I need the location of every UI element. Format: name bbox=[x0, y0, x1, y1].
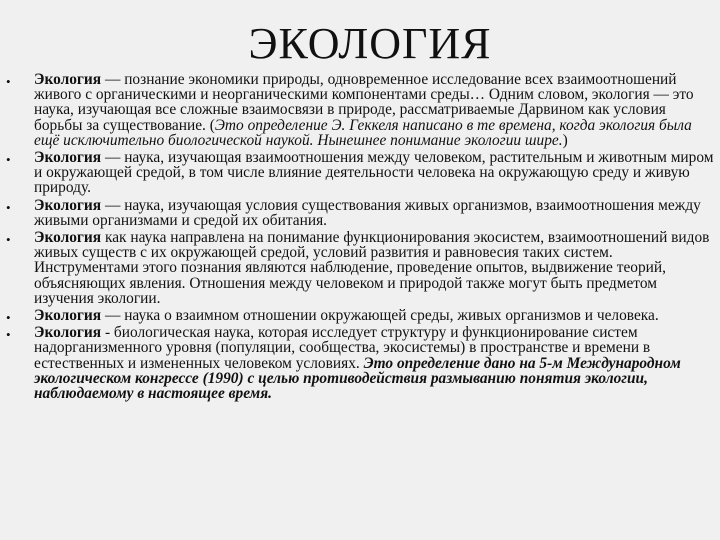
definition-list bbox=[6, 72, 716, 403]
list-item bbox=[6, 307, 716, 326]
slide-title: ЭКОЛОГИЯ bbox=[248, 19, 492, 68]
definition-text: — наука о взаимном отношении окружающей среды, живых организмов и человека. bbox=[101, 307, 659, 325]
item-text bbox=[32, 308, 716, 323]
definition-text: — наука, изучающая взаимоотношения между человеком, растительным и животным миром и окружающей средой, в том числе влияние деятельности человека на окружающую среду и живую природу. bbox=[34, 149, 714, 197]
item-text bbox=[32, 325, 716, 401]
list-item bbox=[6, 150, 716, 196]
item-text bbox=[32, 198, 716, 228]
item-text bbox=[32, 150, 716, 196]
term: Экология bbox=[34, 196, 102, 214]
term: Экология bbox=[34, 307, 102, 325]
list-item bbox=[6, 72, 716, 148]
definition-text: ) bbox=[562, 131, 568, 149]
bullet-icon: • bbox=[6, 74, 11, 89]
note-text: Это определение дано на 5-м Международном экологическом конгрессе (1990) с целью противодействия размыванию понятия экологии, наблюдаемому в настоящее время. bbox=[34, 354, 681, 403]
bullet-icon: • bbox=[6, 232, 11, 248]
definition-text: как наука направлена на понимание функционирования экосистем, взаимоотношений видов живых существ с их окружающей средой, условий развития и равновесия таких систем. Инструментами этого познания являются наблюдение, проведение опытов, выдвижение теорий, объясняющих явления. Отношения между человеком и природой также могут быть предметом изучения экологии. bbox=[34, 229, 710, 307]
term: Экология bbox=[34, 324, 102, 342]
definition-text: — познание экономики природы, одновременное исследование всех взаимоотношений живого с органическими и неорганическими компонентами среды… Одним словом, экология — это наука, изучающая все сложные взаимосвязи в природе, рассматриваемые Дарвином как условия борьбы за существование. ( bbox=[34, 71, 694, 134]
bullet-icon: • bbox=[6, 310, 11, 326]
bullet-icon: • bbox=[6, 152, 11, 168]
term: Экология bbox=[34, 229, 102, 247]
definition-text: - биологическая наука, которая исследует структуру и функционирование систем надорганизменного уровня (популяции, сообщества, экосистемы) в пространстве и времени в естественных и измененных человеком условиях. bbox=[34, 324, 651, 372]
bullet-icon: • bbox=[6, 199, 11, 215]
item-text bbox=[32, 230, 716, 306]
term: Экология bbox=[34, 149, 102, 167]
list-item bbox=[6, 198, 716, 228]
definition-text: — наука, изучающая условия существования живых организмов, взаимоотношения между живыми организмами и средой их обитания. bbox=[34, 196, 701, 229]
term: Экология bbox=[34, 71, 102, 88]
note-text: Это определение Э. Геккеля написано в те времена, когда экология была ещё исключительно биологической наукой. Нынешнее понимание экологии шире. bbox=[34, 116, 692, 149]
list-item bbox=[6, 230, 716, 306]
list-item bbox=[6, 325, 716, 401]
item-text bbox=[32, 72, 716, 148]
bullet-icon: • bbox=[6, 327, 11, 343]
